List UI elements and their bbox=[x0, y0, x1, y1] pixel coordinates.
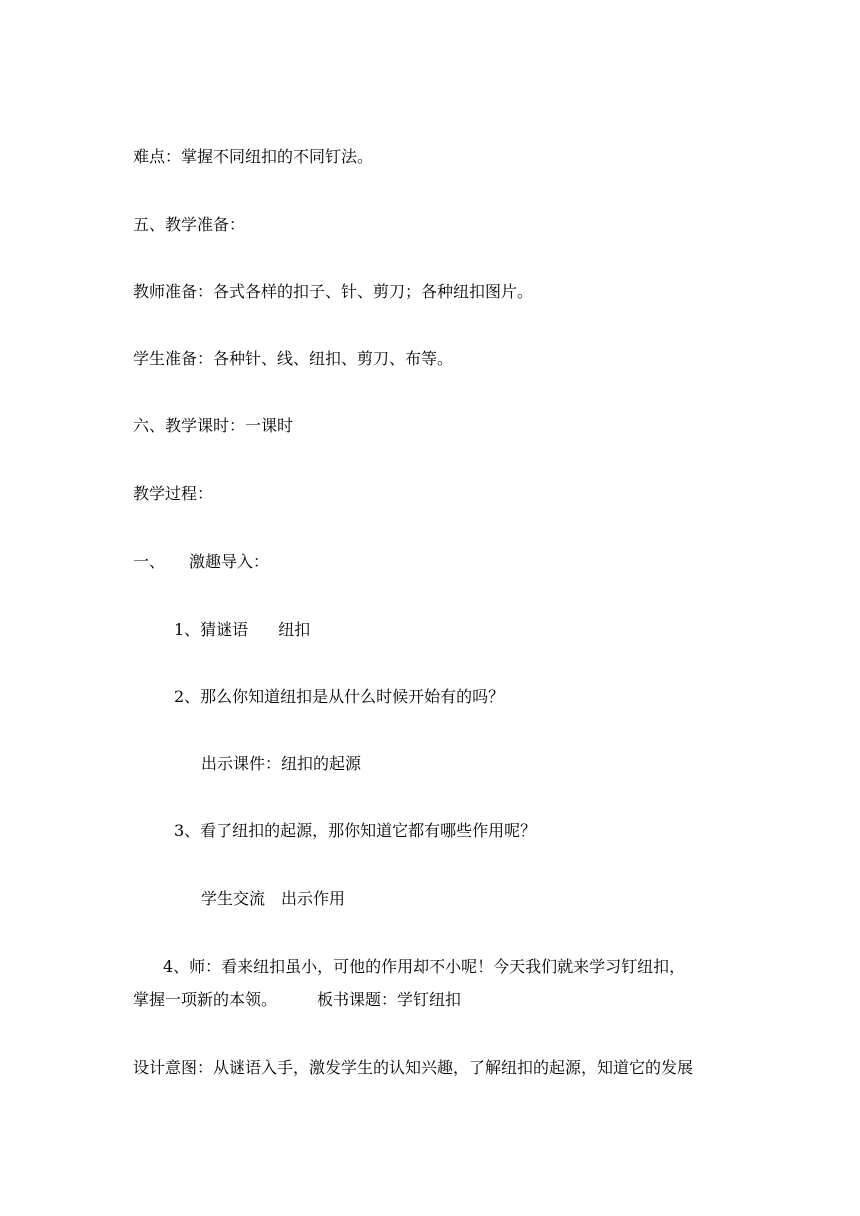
student-prep-line: 学生准备：各种针、线、纽扣、剪刀、布等。 bbox=[133, 349, 454, 368]
item-3-sub-a: 学生交流 bbox=[201, 889, 266, 908]
item-1-line bbox=[174, 620, 310, 640]
item-1-label: 1、猜谜语 bbox=[174, 620, 249, 639]
section-6-heading: 六、教学课时：一课时 bbox=[133, 416, 294, 435]
item-4-line-1: 4、师：看来纽扣虽小，可他的作用却不小呢！今天我们就来学习钉纽扣， bbox=[163, 957, 686, 976]
item-3-sub-b: 出示作用 bbox=[281, 889, 346, 908]
item-3-line: 3、看了纽扣的起源，那你知道它都有哪些作用呢？ bbox=[174, 821, 537, 840]
step-1-heading bbox=[133, 552, 269, 572]
design-intent-line: 设计意图：从谜语入手，激发学生的认知兴趣，了解纽扣的起源，知道它的发展 bbox=[133, 1058, 694, 1077]
step-1-title: 激趣导入： bbox=[189, 552, 270, 571]
item-2-sub-line: 出示课件：纽扣的起源 bbox=[201, 754, 362, 773]
item-3-sub-line bbox=[201, 889, 345, 909]
step-1-number: 一、 bbox=[133, 552, 166, 571]
item-1-answer: 纽扣 bbox=[278, 620, 311, 639]
item-2-line: 2、那么你知道纽扣是从什么时候开始有的吗？ bbox=[174, 687, 505, 706]
item-4-text: 掌握一项新的本领。 bbox=[133, 990, 278, 1009]
section-5-heading: 五、教学准备： bbox=[133, 215, 246, 234]
board-title: 板书课题：学钉纽扣 bbox=[317, 990, 462, 1009]
teacher-prep-line: 教师准备：各式各样的扣子、针、剪刀；各种纽扣图片。 bbox=[133, 282, 534, 301]
process-heading: 教学过程： bbox=[133, 484, 214, 503]
difficulty-line: 难点：掌握不同纽扣的不同钉法。 bbox=[133, 147, 374, 166]
item-4-line-2 bbox=[133, 990, 461, 1010]
